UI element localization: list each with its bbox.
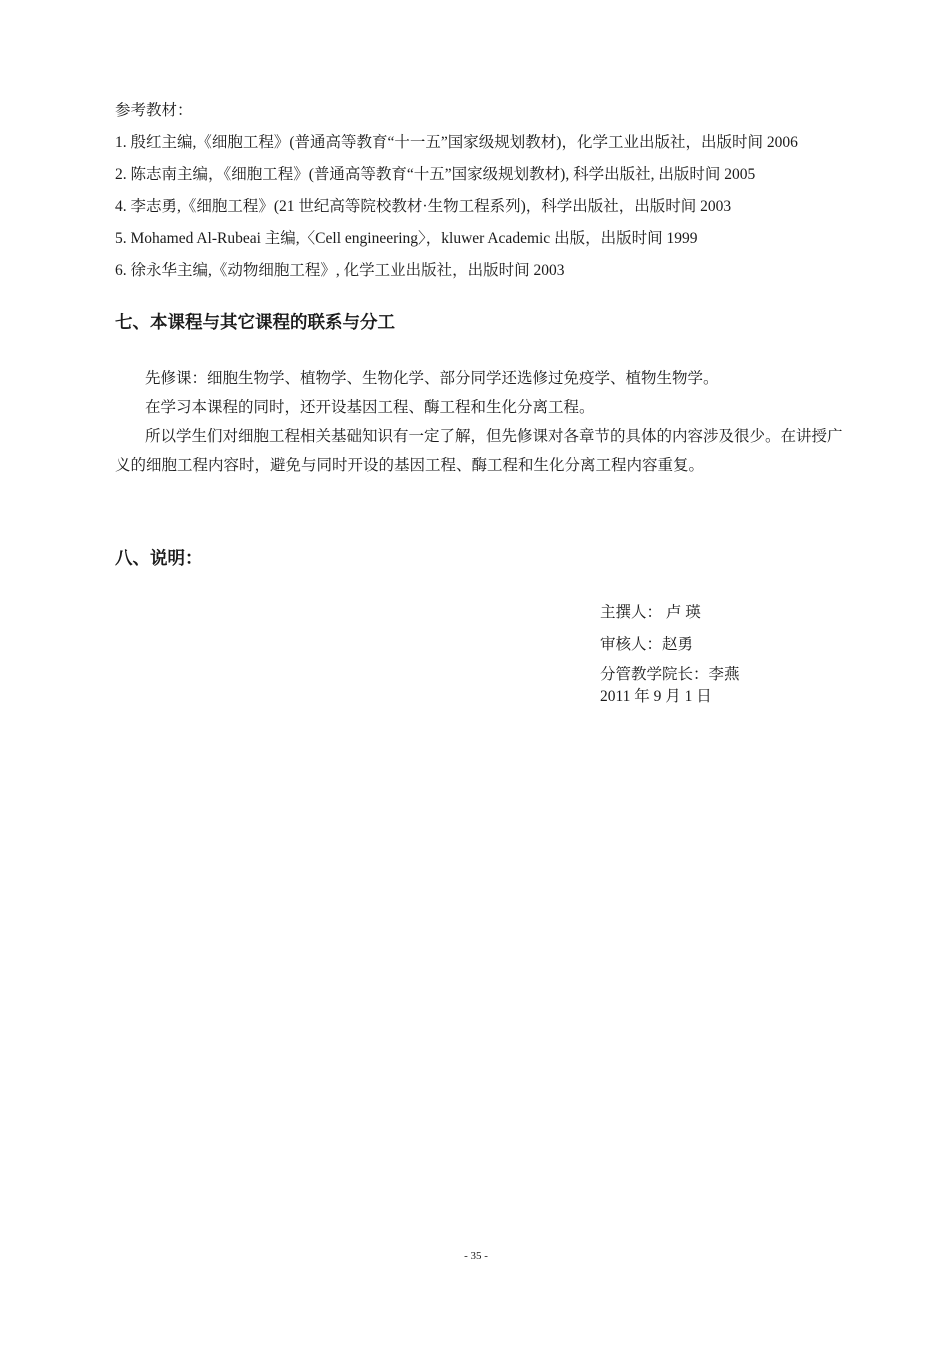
section-8-heading: 八、说明： [115,549,203,569]
reference-item: 6. 徐永华主编,《动物细胞工程》, 化学工业出版社，出版时间 2003 [115,262,565,279]
references-list [115,130,915,290]
reviewer-line: 审核人：赵勇 [600,636,694,653]
section-7-body [115,364,850,480]
section-7-heading: 七、本课程与其它课程的联系与分工 [115,313,395,333]
dean-line: 分管教学院长：李燕 [600,666,740,683]
reference-item: 2. 陈志南主编，《细胞工程》(普通高等教育“十五”国家级规划教材), 科学出版社, 出版时间 2005 [115,166,756,183]
date-line: 2011 年 9 月 1 日 [600,688,712,705]
signature-block [600,600,740,708]
concurrent-courses-paragraph: 在学习本课程的同时，还开设基因工程、酶工程和生化分离工程。 [145,399,595,416]
author-line: 主撰人： 卢 瑛 [600,604,701,621]
page-number: - 35 - [464,1250,488,1262]
reference-item: 1. 殷红主编,《细胞工程》(普通高等教育“十一五”国家级规划教材)，化学工业出版社，出版时间 2006 [115,134,798,151]
reference-item: 4. 李志勇,《细胞工程》(21 世纪高等院校教材·生物工程系列)，科学出版社，出版时间 2003 [115,198,732,215]
prerequisite-paragraph: 先修课：细胞生物学、植物学、生物化学、部分同学还选修过免疫学、植物生物学。 [145,370,719,387]
reference-item: 5. Mohamed Al-Rubeai 主编,〈Cell engineering〉，kluwer Academic 出版，出版时间 1999 [115,230,698,247]
division-paragraph: 所以学生们对细胞工程相关基础知识有一定了解，但先修课对各章节的具体的内容涉及很少。在讲授广义的细胞工程内容时，避免与同时开设的基因工程、酶工程和生化分离工程内容重复。 [115,428,843,474]
references-label: 参考教材： [115,102,193,119]
